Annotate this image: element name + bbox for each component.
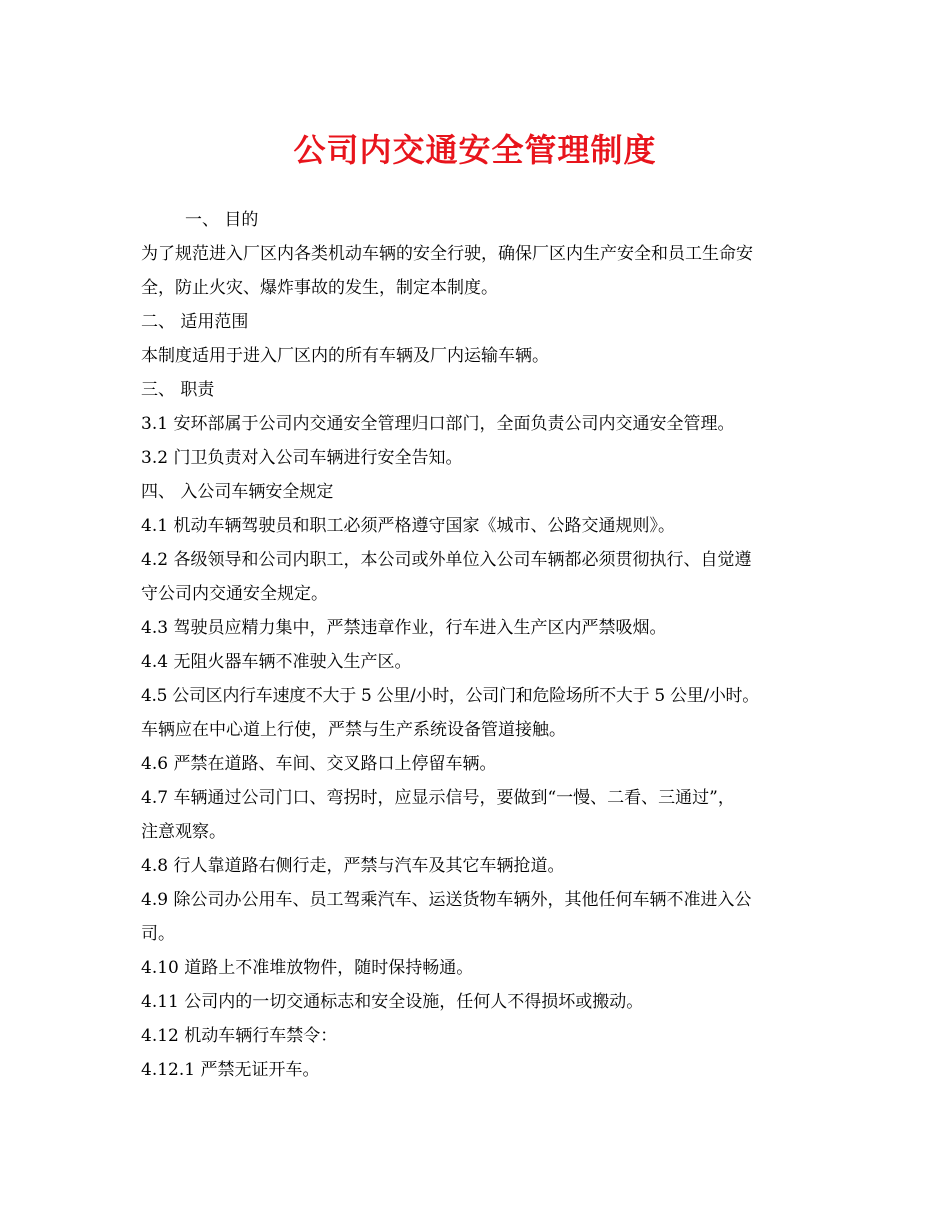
clause-line: 4.5 公司区内行车速度不大于 5 公里/小时，公司门和危险场所不大于 5 公里/小时。 — [141, 686, 759, 706]
document-body — [141, 203, 831, 1087]
paragraph-line: 为了规范进入厂区内各类机动车辆的安全行驶，确保厂区内生产安全和员工生命安 — [141, 244, 753, 264]
clause-line: 守公司内交通安全规定。 — [141, 584, 328, 604]
clause-line: 注意观察。 — [141, 822, 226, 842]
clause-line: 4.1 机动车辆驾驶员和职工必须严格遵守国家《城市、公路交通规则》。 — [141, 516, 675, 536]
section-heading-duties: 三、 职责 — [141, 380, 215, 400]
clause-line: 3.2 门卫负责对入公司车辆进行安全告知。 — [141, 448, 463, 468]
clause-line: 车辆应在中心道上行使，严禁与生产系统设备管道接触。 — [141, 720, 566, 740]
clause-line: 4.9 除公司办公用车、员工驾乘汽车、运送货物车辆外，其他任何车辆不准进入公 — [141, 890, 752, 910]
document-title: 公司内交通安全管理制度 — [293, 131, 657, 169]
paragraph-line: 本制度适用于进入厂区内的所有车辆及厂内运输车辆。 — [141, 346, 549, 366]
section-heading-scope: 二、 适用范围 — [141, 312, 249, 332]
clause-line: 4.10 道路上不准堆放物件，随时保持畅通。 — [141, 958, 474, 978]
section-heading-purpose: 一、 目的 — [185, 210, 259, 230]
clause-line: 司。 — [141, 924, 175, 944]
clause-line: 4.2 各级领导和公司内职工，本公司或外单位入公司车辆都必须贯彻执行、自觉遵 — [141, 550, 752, 570]
clause-line: 3.1 安环部属于公司内交通安全管理归口部门，全面负责公司内交通安全管理。 — [141, 414, 735, 434]
clause-line: 4.12.1 严禁无证开车。 — [141, 1060, 320, 1080]
clause-line: 4.11 公司内的一切交通标志和安全设施，任何人不得损坏或搬动。 — [141, 992, 644, 1012]
clause-line: 4.12 机动车辆行车禁令： — [141, 1026, 338, 1046]
clause-line: 4.3 驾驶员应精力集中，严禁违章作业，行车进入生产区内严禁吸烟。 — [141, 618, 667, 638]
paragraph-line: 全，防止火灾、爆炸事故的发生，制定本制度。 — [141, 278, 498, 298]
section-heading-rules: 四、 入公司车辆安全规定 — [141, 482, 334, 502]
clause-line: 4.4 无阻火器车辆不准驶入生产区。 — [141, 652, 412, 672]
clause-line: 4.6 严禁在道路、车间、交叉路口上停留车辆。 — [141, 754, 497, 774]
clause-line: 4.7 车辆通过公司门口、弯拐时，应显示信号，要做到“一慢、二看、三通过”， — [141, 788, 735, 808]
clause-line: 4.8 行人靠道路右侧行走，严禁与汽车及其它车辆抢道。 — [141, 856, 565, 876]
